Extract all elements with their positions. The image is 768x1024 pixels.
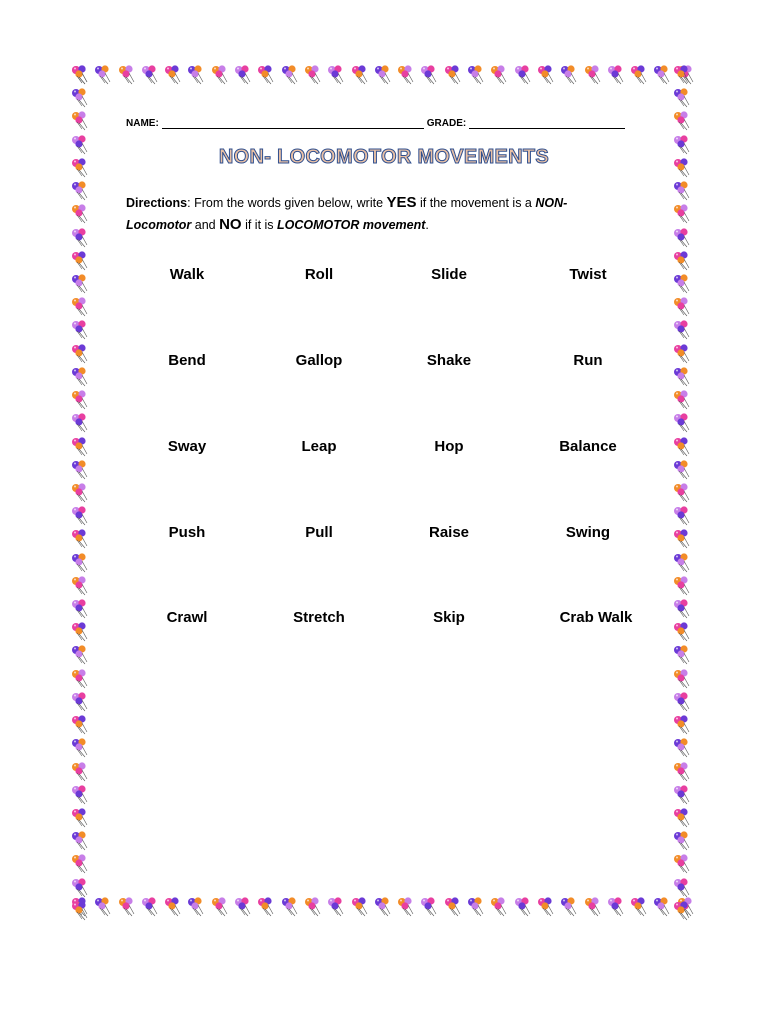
movement-word: Skip (433, 609, 465, 626)
directions-label: Directions (126, 196, 188, 210)
movement-word: Shake (426, 352, 472, 369)
non-keyword: NON- (535, 196, 568, 210)
movement-word: Raise (428, 524, 470, 541)
movement-word: Push (168, 524, 206, 541)
name-label: NAME: (126, 118, 159, 129)
movement-word: Twist (569, 266, 607, 283)
directions-part: and (191, 218, 220, 232)
directions-part: if it is (241, 218, 278, 232)
locomotor-movement-keyword: LOCOMOTOR movement (277, 218, 426, 232)
directions-part: . (425, 218, 429, 232)
movement-word: Roll (304, 266, 334, 283)
movement-word: Slide (431, 266, 467, 283)
yes-keyword: YES (386, 194, 417, 211)
movement-word: Pull (305, 524, 333, 541)
movement-word: Walk (169, 266, 205, 283)
movement-word: Crab Walk (559, 609, 633, 626)
no-keyword: NO (219, 216, 242, 233)
movement-word: Sway (167, 438, 207, 455)
directions-part: : From the words given below, write (187, 196, 387, 210)
movement-word: Run (573, 352, 603, 369)
movement-word: Leap (301, 438, 337, 455)
directions-part: if the movement is a (416, 196, 536, 210)
grade-label: GRADE: (426, 118, 467, 129)
movement-word: Gallop (295, 352, 343, 369)
movement-word: Balance (559, 438, 617, 455)
movement-word: Stretch (293, 609, 345, 626)
movement-word: Hop (434, 438, 464, 455)
movement-word: Bend (168, 352, 206, 369)
movement-word: Swing (565, 524, 611, 541)
page-title: NON- LOCOMOTOR MOVEMENTS (218, 146, 550, 168)
locomotor-keyword: Locomotor (126, 218, 192, 232)
movement-word: Crawl (166, 609, 208, 626)
